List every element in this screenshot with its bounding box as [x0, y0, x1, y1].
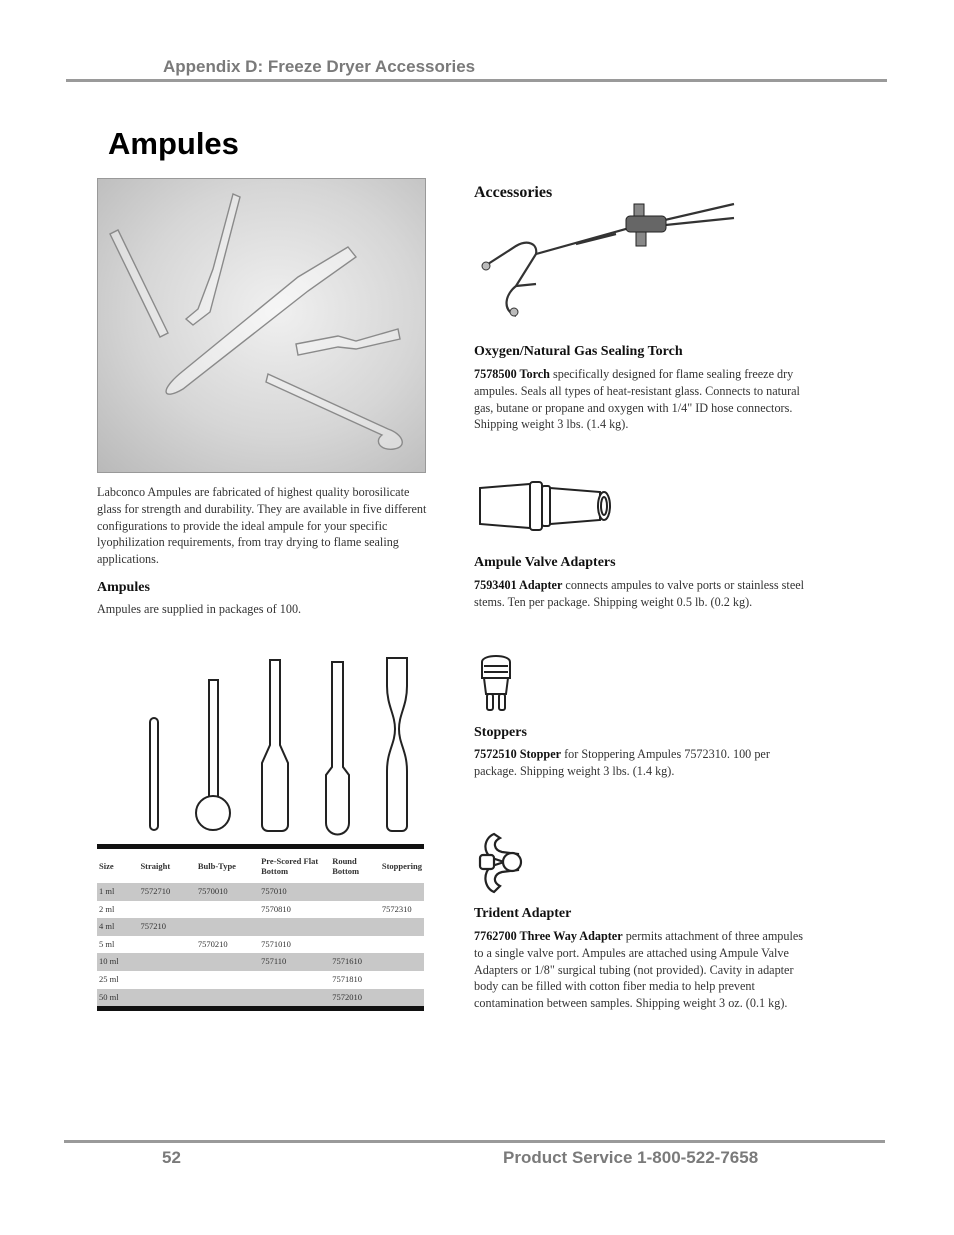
table-cell [138, 989, 195, 1009]
table-cell [259, 918, 330, 936]
table-cell [380, 883, 424, 901]
table-cell: 757110 [259, 953, 330, 971]
bulb-ampule-stem [209, 680, 218, 800]
table-row [97, 936, 424, 954]
table-cell [196, 953, 259, 971]
ampule-spec-table [97, 844, 424, 1011]
table-row [97, 901, 424, 919]
trident-adapter-icon [474, 830, 550, 896]
valve-adapter-icon [476, 480, 614, 532]
trident-adapter-image [474, 830, 550, 896]
table-row [97, 971, 424, 989]
col-round-bottom: Round Bottom [330, 847, 380, 884]
table-cell [196, 989, 259, 1009]
header-divider [66, 79, 887, 82]
accessories-heading: Accessories [474, 184, 553, 201]
table-cell [138, 953, 195, 971]
table-cell: 7570010 [196, 883, 259, 901]
table-cell [380, 918, 424, 936]
stopper-code: 7572510 Stopper [474, 747, 562, 761]
table-cell: 757010 [259, 883, 330, 901]
col-straight: Straight [138, 847, 195, 884]
header-title: Appendix D: Freeze Dryer Accessories [163, 57, 476, 76]
table-cell [138, 971, 195, 989]
stopper-heading: Stoppers [474, 725, 527, 740]
valve-adapter-heading: Ampule Valve Adapters [474, 555, 616, 570]
intro-paragraph: Labconco Ampules are fabricated of highest quality borosilicate glass for strength and durability. They are available in five different configurations to provide the ideal ampule for your specific lyophilization requirements, from tray drying to flame sealing applications. [97, 485, 427, 567]
table-cell: 4 ml [97, 918, 138, 936]
trident-adapter-code: 7762700 Three Way Adapter [474, 929, 623, 943]
col-pre-scored-flat-bottom: Pre-Scored Flat Bottom [259, 847, 330, 884]
trident-adapter-description [474, 928, 814, 1012]
straight-ampule-icon [150, 718, 158, 830]
table-cell: 2 ml [99, 903, 115, 914]
torch-icon [476, 194, 742, 320]
product-service-phone: Product Service 1-800-522-7658 [503, 1148, 759, 1167]
stopper-description [474, 746, 814, 780]
table-cell [259, 971, 330, 989]
col-stoppering: Stoppering [380, 847, 424, 884]
table-header-row [97, 847, 424, 884]
table-cell: 757210 [138, 918, 195, 936]
table-cell [330, 918, 380, 936]
stopper-icon [478, 652, 514, 712]
table-cell: 7572310 [381, 903, 412, 914]
table-cell [196, 901, 259, 919]
page-number: 52 [162, 1148, 181, 1167]
table-cell: 1 ml [97, 883, 138, 901]
torch-image [476, 194, 742, 320]
table-row [97, 883, 424, 901]
table-cell: 7570210 [197, 938, 228, 949]
torch-description [474, 366, 814, 433]
torch-text: specifically designed for flame sealing freeze dry ampules. Seals all types of heat-resistant glass. Connects to natural gas, butane or propane and oxygen with 1/4" ID hose connectors. Shipping weight 3 lbs. (1.4 kg). [474, 367, 800, 432]
table-cell: 7570810 [261, 903, 291, 914]
table-cell: 5 ml [99, 938, 115, 949]
table-cell [380, 936, 424, 954]
table-cell: 7572010 [330, 989, 380, 1009]
pre-scored-flat-bottom-ampule-icon [262, 660, 288, 831]
table-cell: 10 ml [97, 953, 138, 971]
ampule-types-drawing [97, 650, 427, 840]
ampules-text: Ampules are supplied in packages of 100. [97, 602, 302, 616]
table-row [97, 918, 424, 936]
torch-heading: Oxygen/Natural Gas Sealing Torch [474, 344, 683, 359]
table-cell: 7571610 [330, 953, 380, 971]
col-size: Size [97, 847, 138, 884]
table-cell [380, 989, 424, 1009]
valve-adapter-text: connects ampules to valve ports or stainless steel stems. Ten per package. Shipping weight 0.5 lb. (0.2 kg). [474, 578, 805, 609]
table-cell [138, 936, 195, 954]
table-cell: 7571810 [332, 973, 362, 984]
col-bulb-type: Bulb-Type [196, 847, 259, 884]
trident-adapter-text: permits attachment of three ampules to a single valve port. Ampules are attached using Ampule Valve Adapters or 1/8" surgical tubing (not provided). Cavity in adapter body can be filled with cotton fiber media to help prevent contamination between samples. Shipping weight 3 oz. (0.1 kg). [474, 929, 804, 1011]
table-cell: 7572710 [138, 883, 195, 901]
valve-adapter-description [474, 577, 814, 611]
torch-code: 7578500 Torch [474, 367, 550, 381]
footer-divider [64, 1140, 885, 1143]
ampules-photo [97, 178, 426, 473]
ampules-heading: Ampules [97, 580, 150, 595]
table-cell [196, 918, 259, 936]
trident-adapter-heading: Trident Adapter [474, 906, 572, 921]
ampule-types-illustration [97, 650, 427, 840]
table-cell [138, 901, 195, 919]
table-cell [380, 953, 424, 971]
table-row [97, 989, 424, 1009]
page-title: Ampules [108, 126, 239, 161]
bulb-ampule-icon [196, 796, 230, 830]
table-cell [380, 971, 424, 989]
ampules-photo-illustration [98, 179, 425, 472]
valve-adapter-code: 7593401 Adapter [474, 578, 563, 592]
stopper-image [478, 652, 514, 712]
valve-adapter-image [476, 480, 614, 532]
table-cell [259, 989, 330, 1009]
table-cell [330, 936, 380, 954]
table-cell: 25 ml [99, 973, 119, 984]
table-cell [196, 971, 259, 989]
stopper-text: for Stoppering Ampules 7572310. 100 per package. Shipping weight 3 lbs. (1.4 kg). [474, 747, 770, 778]
table-row [97, 953, 424, 971]
table-cell: 7571010 [261, 938, 291, 949]
stoppering-ampule-icon [387, 658, 407, 831]
table-cell: 50 ml [97, 989, 138, 1009]
table-cell [330, 883, 380, 901]
round-bottom-ampule-icon [326, 662, 349, 835]
table-cell [330, 901, 380, 919]
